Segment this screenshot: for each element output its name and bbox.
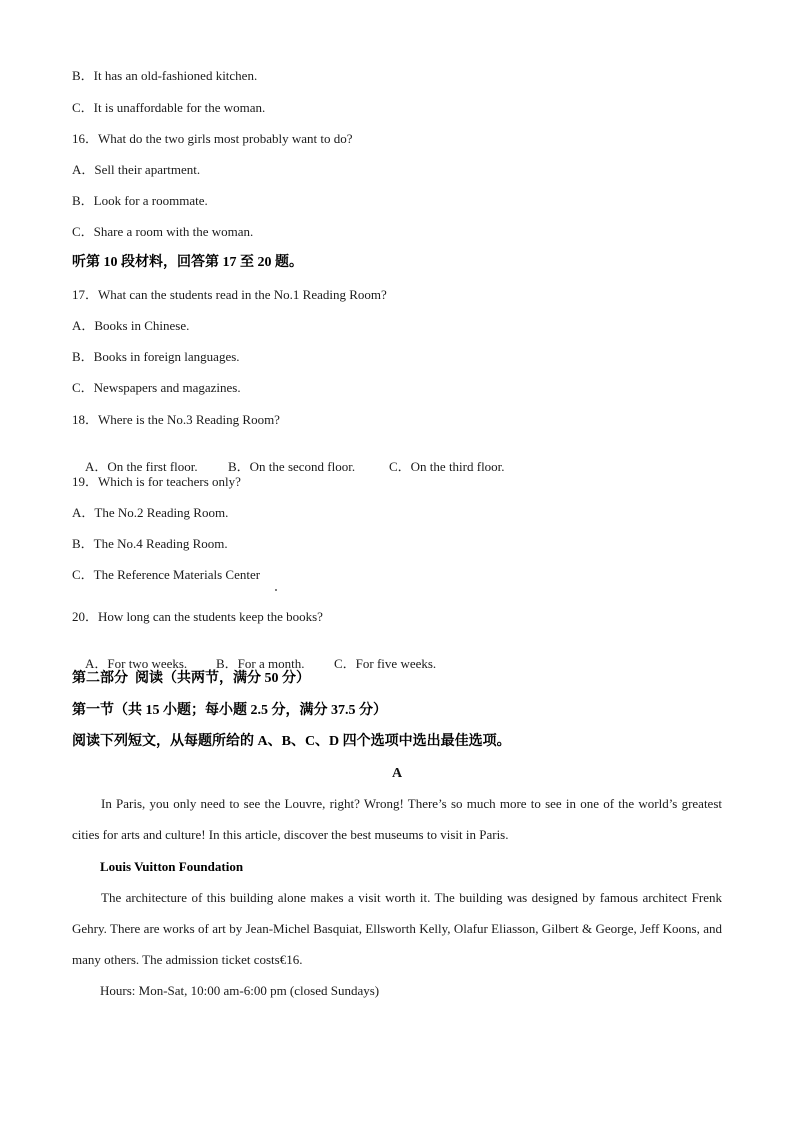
q19-option-b: B．The No.4 Reading Room. bbox=[72, 536, 228, 551]
q17-option-b: B．Books in foreign languages. bbox=[72, 349, 240, 364]
reading-instruction: 阅读下列短文，从每题所给的 A、B、C、D 四个选项中选出最佳选项。 bbox=[72, 734, 511, 749]
q19-option-a: A．The No.2 Reading Room. bbox=[72, 505, 229, 520]
q19-option-c: C．The Reference Materials Center bbox=[72, 567, 261, 582]
q16-question: 16．What do the two girls most probably want to do? bbox=[72, 131, 353, 146]
section10-heading: 听第 10 段材料，回答第 17 至 20 题。 bbox=[72, 255, 303, 270]
museum1-hours: Hours: Mon-Sat, 10:00 am-6:00 pm (closed Sundays) bbox=[100, 983, 380, 998]
q16-option-b: B．Look for a roommate. bbox=[72, 193, 208, 208]
q16-option-a: A．Sell their apartment. bbox=[72, 162, 201, 177]
q20-option-b: B．For a month. bbox=[216, 656, 305, 671]
stray-dot bbox=[275, 589, 277, 591]
q20-question: 20．How long can the students keep the books? bbox=[72, 609, 323, 624]
q17-option-a: A．Books in Chinese. bbox=[72, 318, 190, 333]
part2-heading: 第二部分 阅读（共两节，满分 50 分） bbox=[72, 671, 310, 686]
q20-option-c: C．For five weeks. bbox=[334, 656, 437, 671]
q17-option-c: C．Newspapers and magazines. bbox=[72, 380, 241, 395]
q18-option-b: B．On the second floor. bbox=[228, 459, 356, 474]
q19-question: 19．Which is for teachers only? bbox=[72, 474, 241, 489]
q15-option-c: C．It is unaffordable for the woman. bbox=[72, 100, 266, 115]
q18-option-a: A．On the first floor. bbox=[85, 459, 198, 474]
q18-option-c: C．On the third floor. bbox=[389, 459, 505, 474]
museum1-title: Louis Vuitton Foundation bbox=[100, 859, 244, 874]
passage-label: A bbox=[391, 766, 403, 781]
q16-option-c: C．Share a room with the woman. bbox=[72, 224, 254, 239]
museum1-body: The architecture of this building alone makes a visit worth it. The building was designed by famous architect Frenk Gehry. There are works of art by Jean-Michel Basquiat, Ellsworth Kelly, Olafur Eliasson, Gilbert & George, Jeff Koons, and many others. The admission ticket costs€16. bbox=[72, 890, 722, 967]
passage-intro: In Paris, you only need to see the Louvre, right? Wrong! There’s so much more to see in one of the world’s greatest cities for arts and culture! In this article, discover the best museums to visit in Paris. bbox=[72, 796, 722, 842]
q17-question: 17．What can the students read in the No.1 Reading Room? bbox=[72, 287, 387, 302]
q20-option-a: A．For two weeks. bbox=[85, 656, 188, 671]
q15-option-b: B．It has an old-fashioned kitchen. bbox=[72, 68, 258, 83]
q18-question: 18．Where is the No.3 Reading Room? bbox=[72, 412, 280, 427]
section1-heading: 第一节（共 15 小题；每小题 2.5 分，满分 37.5 分） bbox=[72, 703, 387, 718]
